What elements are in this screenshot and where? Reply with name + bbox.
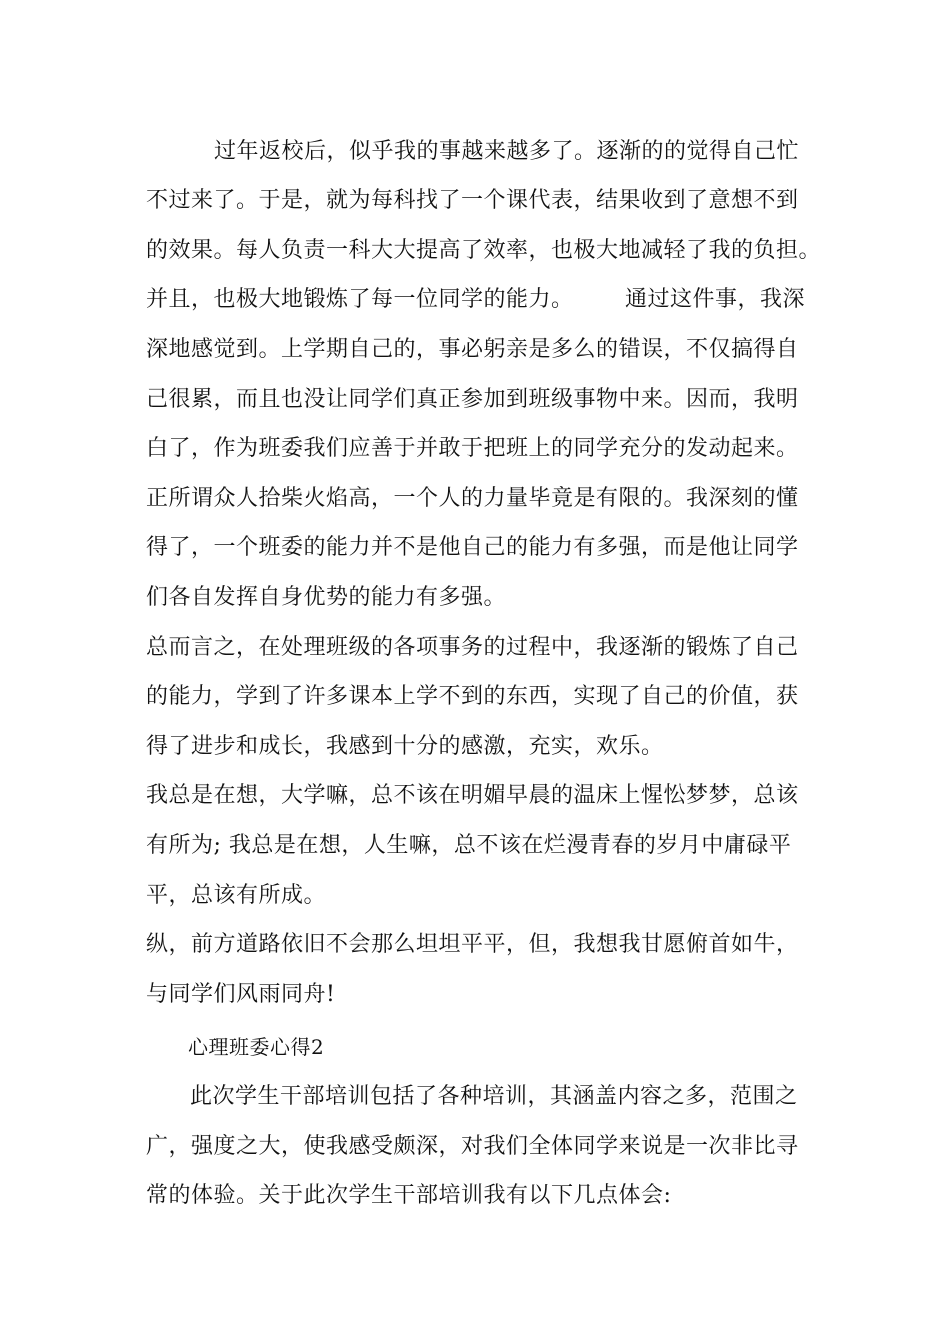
paragraph-line: 此次学生干部培训包括了各种培训，其涵盖内容之多，范围之 <box>190 1084 798 1109</box>
paragraph-line: 并且，也极大地锻炼了每一位同学的能力。 <box>146 287 574 312</box>
paragraph-line: 得了进步和成长，我感到十分的感激，充实，欢乐。 <box>146 734 664 759</box>
paragraph-line: 过年返校后，似乎我的事越来越多了。逐渐的的觉得自己忙 <box>214 139 800 164</box>
paragraph-line: 广，强度之大，使我感受颇深，对我们全体同学来说是一次非比寻 <box>146 1134 799 1159</box>
paragraph-line: 白了，作为班委我们应善于并敢于把班上的同学充分的发动起来。 <box>146 436 799 461</box>
section-heading: 心理班委心得2 <box>188 1035 325 1059</box>
paragraph-line: 平，总该有所成。 <box>146 883 327 908</box>
paragraph-line: 得了，一个班委的能力并不是他自己的能力有多强，而是他让同学 <box>146 535 799 560</box>
paragraph-line: 通过这件事，我深 <box>625 287 806 312</box>
paragraph-line: 们各自发挥自身优势的能力有多强。 <box>146 585 507 610</box>
paragraph-line: 常的体验。关于此次学生干部培训我有以下几点体会: <box>146 1183 672 1208</box>
paragraph-line: 的能力，学到了许多课本上学不到的东西，实现了自己的价值，获 <box>146 684 799 709</box>
paragraph-line: 我总是在想，大学嘛，总不该在明媚早晨的温床上惺忪梦梦，总该 <box>146 783 799 808</box>
paragraph-line: 与同学们风雨同舟! <box>146 982 336 1007</box>
paragraph-line: 正所谓众人拾柴火焰高，一个人的力量毕竟是有限的。我深刻的懂 <box>146 486 799 511</box>
paragraph-line: 纵，前方道路依旧不会那么坦坦平平，但，我想我甘愿俯首如牛， <box>146 932 799 957</box>
paragraph-line: 己很累，而且也没让同学们真正参加到班级事物中来。因而，我明 <box>146 387 799 412</box>
paragraph-line: 深地感觉到。上学期自己的，事必躬亲是多么的错误，不仅搞得自 <box>146 337 799 362</box>
paragraph-line: 的效果。每人负责一科大大提高了效率，也极大地减轻了我的负担。 <box>146 238 822 263</box>
paragraph-line: 不过来了。于是，就为每科找了一个课代表，结果收到了意想不到 <box>146 188 799 213</box>
paragraph-line: 总而言之，在处理班级的各项事务的过程中，我逐渐的锻炼了自己 <box>146 635 799 660</box>
paragraph-line: 有所为; 我总是在想，人生嘛，总不该在烂漫青春的岁月中庸碌平 <box>146 833 792 858</box>
